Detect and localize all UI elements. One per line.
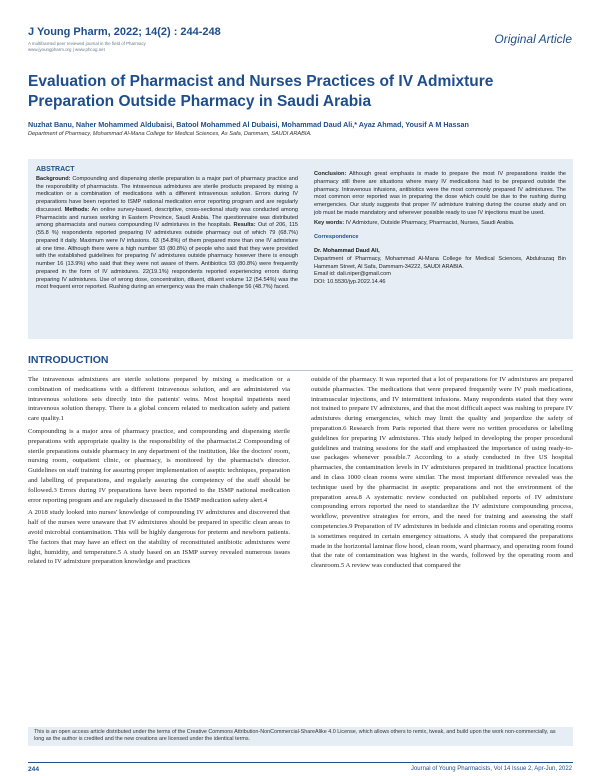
abstract-left-column [36, 166, 298, 292]
conclusion-label: Conclusion: [314, 171, 347, 177]
results-label: Results: [233, 222, 256, 229]
author-list: Nuzhat Banu, Naher Mohammed Aldubaisi, Batool Mohammed Al Dubaisi, Mohammad Daud Ali,* Ayaz Ahmad, Yousif A M Hassan [28, 120, 469, 129]
background-text: Compounding and dispensing sterile preparation is a major part of pharmacy practice and the responsibility of pharmacists. The intravenous admixtures are sterile products prepared by mixing a medication or a combination of medications with a different intravenous solution. Errors during IV preparations have been reported to ISMP national medication error reporting program and are regularly discussed. [36, 175, 298, 213]
correspondence-name: Dr. Mohammad Daud Ali, [314, 248, 380, 254]
intro-paragraph: The intravenous admixtures are sterile solutions prepared by mixing a medication or a combination of medications with a different intravenous solution, and are administered via intravenous solutions sets directly into the patients' veins. Most hospital inpatients need intravenous solution therapy. There is a global concern related to medication safety and patient care quality.1 [28, 376, 290, 423]
methods-label: Methods: [64, 206, 90, 213]
intro-left-column [28, 375, 290, 570]
license-notice: This is an open access article distributed under the terms of the Creative Commons Attribution-NonCommercial-ShareAlike 4.0 License, which allows others to remix, tweak, and build upon the work non-commercially, as long as the author is credited and the new creations are licensed under the identical terms. [28, 727, 573, 746]
article-title: Evaluation of Pharmacist and Nurses Practices of IV Admixture Preparation Outside Pharmacy in Saudi Arabia [28, 73, 494, 110]
section-divider [28, 370, 573, 371]
abstract-box [28, 159, 573, 339]
results-text: Out of 206, 115 (55.8 %) respondents reported preparing IV admixtures outside pharmacy out of which 79 (68.7%) prepared it daily. Maximum were IV infusions. 63 (54.8%) of them prepared more than one IV admixture at one time. Although there were a high number 93 (80.8%) of people who said that they were provided with the established guidelines for preparing IV admixtures outside pharmacy however there is enough number 16 (13.9%) who said that they were not aware of them. Antibiotics 93 (80.8%) were frequently prepared in the form of IV admixtures. 22(19.1%) respondents reported experiencing errors during preparing IV admixtures. Use of wrong dose, concentration, diluent, diluent volume 12 (54.54%) was the most frequent error reported. Rushing during an emergency was the main challenge 56 (48.7%) faced. [36, 222, 298, 291]
journal-website[interactable]: www.jyoungpharm.org | www.phcog.net [28, 47, 105, 52]
page-number: 244 [28, 766, 40, 773]
intro-paragraph: outside of the pharmacy. It was reported that a lot of preparations for IV admixtures are prepared outside pharmacies. The medications that were prepared frequently were IV push medications, intramuscular injections, and IV intermittent infusions. Many respondents stated that they were not trained to prepare IV admixtures, and that the most difficult aspect was rushing to prepare IV admixtures during emergencies, which may limit the quality and jeopardize the safety of preparation.6 Research from Paris reported that there were no written procedures or labelling guidelines for preparing IV admixtures. This study helped in developing the proper procedural guidelines and training sessions for the staff and emphasized the importance of using ready-to-use packages whenever possible.7 According to a study conducted in five US hospital pharmacies, the contamination levels in IV admixtures prepared in traditional practice locations and in class 1000 clean rooms were similar. The most important difference revealed was the technique used by the pharmacist in aseptic preparations and not the environment of the preparation area.8 A systematic review conducted on published reports of IV admixture compounding errors reported the need to standardize the IV admixture compounding process, workflow, preventive strategies for errors, and the need for training and assessing the staff competencies.9 Preparation of IV admixtures in bedside and clinician rooms and operating rooms is sometimes required in certain emergency situations. A study that compared the preparations made in the horizontal laminar flow hood, clean room, ward pharmacy, and operating room found that the rate of contamination was highest in the wards, followed by the operating room and cleanroom.5 A review was conducted that compared the [311, 376, 573, 570]
correspondence-email[interactable]: Email id: dali.niper@gmail.com [314, 271, 391, 278]
journal-citation: J Young Pharm, 2022; 14(2) : 244-248 [28, 26, 221, 38]
author-affiliation: Department of Pharmacy, Mohammad Al-Mana College for Medical Sciences, As Safa, Dammam, SAUDI ARABIA. [28, 131, 312, 137]
abstract-right-column [314, 171, 566, 287]
keywords-text: IV Admixture, Outside Pharmacy, Pharmacist, Nurses, Saudi Arabia. [345, 219, 515, 226]
journal-subline [28, 41, 146, 53]
intro-paragraph: A 2018 study looked into nurses' knowledge of compounding IV admixtures and discovered that half of the nurses were unaware that IV admixtures should be prepared in specific clean areas to avoid microbial contamination. This will be highly dangerous for preterm and newborn patients. The factors that may have an effect on the stability of reconstituted antibiotic admixtures were light, humidity, and temperature.5 A study based on an ISMP survey revealed numerous issues related to IV admixture preparation knowledge and practices [28, 509, 290, 566]
methods-text: An online survey-based, descriptive, cross-sectional study was conducted among Pharmacists and nurses working in Eastern Province, Saudi Arabia. The questionnaire was distributed among pharmacists and nurses compounding IV admixtures in the hospitals. [36, 206, 298, 229]
keywords [314, 220, 566, 228]
keywords-label: Key words: [314, 219, 345, 226]
journal-description: A multifaceted peer reviewed journal in the field of Pharmacy [28, 41, 146, 46]
correspondence-department: Department of Pharmacy, Mohammad Al-Mana College for Medical Sciences, Abdulrazaq Bin Hammam Street, Al Safa, Dammam-34222, SAUDI ARABIA. [314, 255, 566, 270]
abstract-heading: ABSTRACT [36, 166, 75, 173]
conclusion-text: Although great emphasis is made to prepare the most IV preparations inside the pharmacy still there are situations where many IV medications had to be prepared outside the pharmacy. Intravenous infusions, antibiotics were the most commonly prepared IV admixtures. The most common error reported was in preparing the dose which could be due to the rushing during emergencies. Our study suggests that proper IV admixture training during the course study and on job must be made mandatory and wherever possible ready to use IV injections must be used. [314, 171, 566, 216]
introduction-heading: INTRODUCTION [28, 354, 109, 366]
abstract-body [36, 176, 298, 292]
article-doi[interactable]: DOI: 10.5530/jyp.2022.14.46 [314, 279, 386, 285]
background-label: Background: [36, 175, 71, 182]
intro-paragraph: Compounding is a major area of pharmacy practice, and compounding and dispensing sterile preparations with appropriate quality is the responsibility of the pharmacist.2 Compounding of sterile preparations outside pharmacy in any department of the institution, like the doctors' room, nursing room, outpatient clinic, or pharmacy, is monitored by the pharmacist's director. Guidelines on staff training for assuring proper implementation of aseptic techniques, preparation and labelling of preparations, and regularly assuring the competency of the staff should be followed.3 Errors during IV preparations have been reported to the ISMP national medication error reporting program and are regularly discussed in the ISMP medication safety alert.4 [28, 427, 290, 504]
abstract-conclusion [314, 171, 566, 218]
article-type: Original Article [494, 32, 572, 46]
footer-journal-info: Journal of Young Pharmacists, Vol 14 Issue 2, Apr-Jun, 2022 [410, 766, 572, 772]
correspondence-heading: Correspondence [314, 234, 359, 241]
intro-right-column [311, 375, 573, 571]
footer-divider [28, 762, 573, 763]
